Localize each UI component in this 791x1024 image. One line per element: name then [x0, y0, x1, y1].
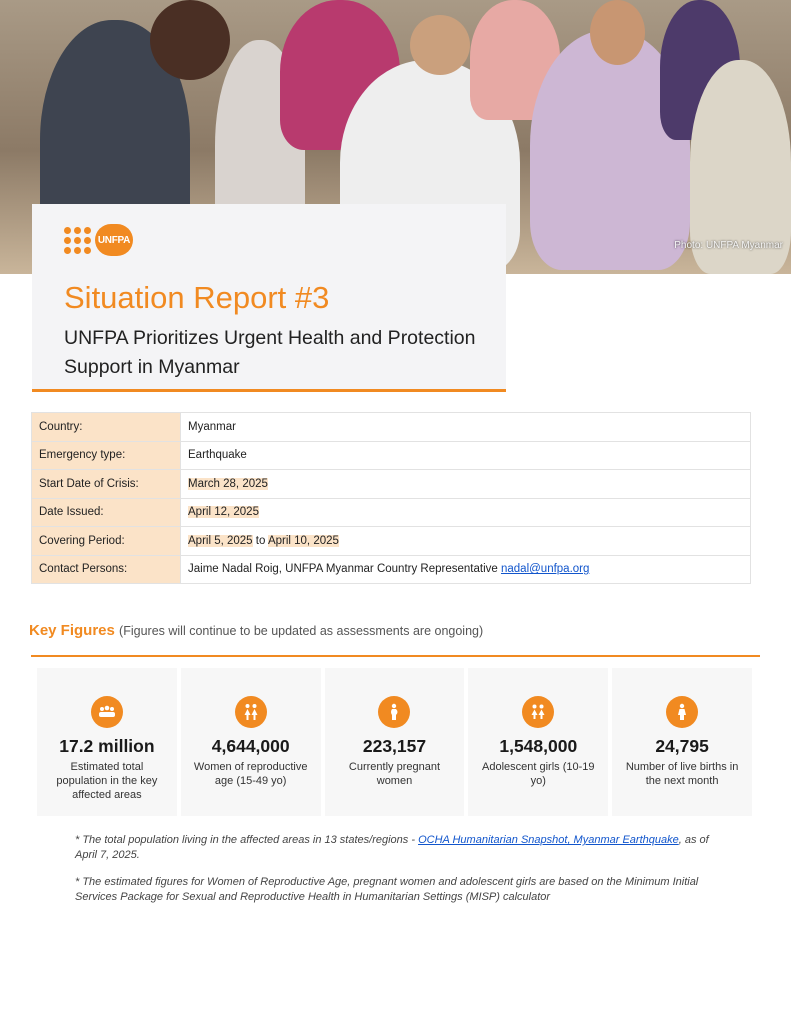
period-separator: to [255, 534, 266, 547]
figure-description: Estimated total population in the key affected areas [56, 761, 158, 801]
figure-card-women [181, 668, 321, 816]
figure-value: 24,795 [655, 736, 709, 756]
date-issued-label: Date Issued: [32, 498, 181, 527]
figure-description: Currently pregnant women [348, 761, 441, 787]
emergency-type-label: Emergency type: [32, 441, 181, 470]
figure-value: 4,644,000 [211, 736, 290, 756]
figure-description: Adolescent girls (10-19 yo) [482, 761, 595, 787]
ocha-snapshot-link[interactable]: OCHA Humanitarian Snapshot, Myanmar Earthquake [418, 834, 679, 846]
footnote-population [75, 833, 725, 863]
figure-description: Number of live births in the next month [625, 761, 739, 787]
table-row [32, 413, 751, 442]
key-figures-note: (Figures will continue to be updated as assessments are ongoing) [119, 624, 484, 638]
emergency-type-value: Earthquake [181, 441, 751, 470]
report-info-table [31, 412, 751, 584]
contact-person: Jaime Nadal Roig, UNFPA Myanmar Country Representative [188, 563, 498, 576]
period-end: April 10, 2025 [267, 534, 339, 547]
pregnant-woman-icon [378, 696, 410, 728]
figure-card-girls [468, 668, 608, 816]
figure-description: Women of reproductive age (15-49 yo) [193, 761, 308, 787]
start-date-value: March 28, 2025 [188, 477, 268, 490]
contact-email-link[interactable]: nadal@unfpa.org [500, 563, 590, 576]
table-row [32, 470, 751, 499]
figure-value: 17.2 million [59, 736, 155, 756]
start-date-label: Start Date of Crisis: [32, 470, 181, 499]
country-label: Country: [32, 413, 181, 442]
title-card [32, 204, 506, 392]
footnote-text: , as of April 7, 2025. [75, 834, 709, 861]
date-issued-value: April 12, 2025 [188, 506, 259, 519]
photo-credit: Photo: UNFPA Myanmar [674, 240, 783, 251]
figure-card-population [37, 668, 177, 816]
page-title: Situation Report #3 [64, 280, 330, 315]
table-row [32, 498, 751, 527]
key-figures-title: Key Figures [29, 622, 115, 639]
figure-card-pregnant [325, 668, 465, 816]
page-subtitle: UNFPA Prioritizes Urgent Health and Protection Support in Myanmar [64, 327, 476, 378]
table-row [32, 441, 751, 470]
figure-value: 223,157 [362, 736, 427, 756]
group-icon [91, 696, 123, 728]
table-row [32, 527, 751, 556]
divider [31, 655, 760, 657]
birth-icon [666, 696, 698, 728]
contact-persons-label: Contact Persons: [32, 555, 181, 584]
covering-period-label: Covering Period: [32, 527, 181, 556]
figure-card-births [612, 668, 752, 816]
figure-value: 1,548,000 [499, 736, 578, 756]
table-row [32, 555, 751, 584]
country-value: Myanmar [181, 413, 751, 442]
period-start: April 5, 2025 [188, 534, 253, 547]
footnote-misp: * The estimated figures for Women of Reproductive Age, pregnant women and adolescent girls are based on the Minimum Initial Services Package for Sexual and Reproductive Health in Humanitarian Settings (MISP) calculator [75, 876, 699, 903]
key-figures-cards [37, 668, 752, 816]
women-icon [235, 696, 267, 728]
key-figures-heading [29, 622, 483, 639]
footnote-text: * The total population living in the affected areas in 13 states/regions - [75, 834, 415, 846]
unfpa-logo [64, 224, 133, 256]
logo-dots-icon [64, 227, 91, 254]
girls-icon [522, 696, 554, 728]
logo-wordmark: UNFPA [95, 224, 133, 256]
